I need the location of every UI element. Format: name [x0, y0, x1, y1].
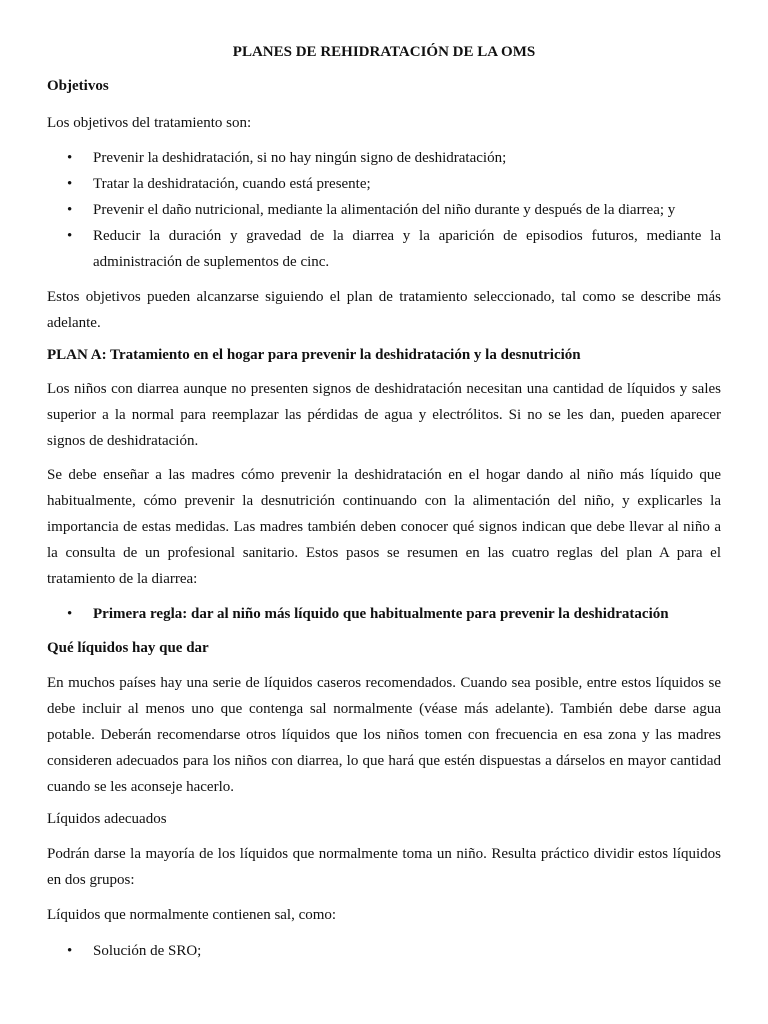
objective-bullet: [47, 223, 721, 275]
liquids-paragraph-1: En muchos países hay una serie de líquidos caseros recomendados. Cuando sea posible, entre estos líquidos se debe incluir al menos uno que contenga sal normalmente (véase más adelante). También debe darse agua potable. Deberán recomendarse otros líquidos que los niños tomen con frecuencia en esa zona y las madres consideren adecuados para los niños con diarrea, lo que hará que estén dispuestas a dárselos en mayor cantidad cuando se les aconseje hacerlo.: [47, 675, 721, 795]
rule-bullet: [47, 601, 721, 627]
bullet-icon: •: [67, 228, 73, 244]
bullet-icon: •: [67, 176, 73, 192]
salt-liquids-intro: Líquidos que normalmente contienen sal, como:: [47, 907, 337, 923]
liquids-paragraph-2: Podrán darse la mayoría de los líquidos que normalmente toma un niño. Resulta práctico dividir estos líquidos en dos grupos:: [47, 846, 721, 888]
objective-text: Prevenir el daño nutricional, mediante la alimentación del niño durante y después de la diarrea; y: [93, 202, 676, 218]
objective-text: Tratar la deshidratación, cuando está presente;: [93, 176, 371, 192]
plan-a-paragraph-2: Se debe enseñar a las madres cómo prevenir la deshidratación en el hogar dando al niño más líquido que habitualmente, cómo prevenir la desnutrición continuando con la alimentación del niño, y explicarles la importancia de estas medidas. Las madres también deben conocer qué signos indican que debe llevar al niño a la consulta de un profesional sanitario. Estos pasos se resumen en las cuatro reglas del plan A para el tratamiento de la diarrea:: [47, 467, 721, 587]
bullet-icon: •: [67, 606, 73, 622]
bullet-icon: •: [67, 943, 73, 959]
objectives-heading: Objetivos: [47, 78, 109, 94]
bullet-icon: •: [67, 150, 73, 166]
salt-liquid-text: Solución de SRO;: [93, 943, 202, 959]
document-title: PLANES DE REHIDRATACIÓN DE LA OMS: [232, 44, 536, 60]
objective-bullet: [47, 145, 721, 171]
bullet-icon: •: [67, 202, 73, 218]
plan-a-heading: PLAN A: Tratamiento en el hogar para prevenir la deshidratación y la desnutrición: [47, 347, 581, 363]
salt-liquid-bullet: [47, 938, 721, 964]
objective-bullet: [47, 171, 721, 197]
objective-text: Prevenir la deshidratación, si no hay ningún signo de deshidratación;: [93, 150, 507, 166]
objective-text: Reducir la duración y gravedad de la diarrea y la aparición de episodios futuros, mediante la administración de suplementos de cinc.: [93, 228, 721, 270]
plan-a-paragraph-1: Los niños con diarrea aunque no presenten signos de deshidratación necesitan una cantidad de líquidos y sales superior a la normal para reemplazar las pérdidas de agua y electrólitos. Si no se les dan, pueden aparecer signos de deshidratación.: [47, 381, 721, 449]
objectives-closing: Estos objetivos pueden alcanzarse siguiendo el plan de tratamiento seleccionado, tal como se describe más adelante.: [47, 289, 721, 331]
suitable-liquids-subheading: Líquidos adecuados: [47, 811, 167, 827]
rule-text: Primera regla: dar al niño más líquido que habitualmente para prevenir la deshidratación: [93, 606, 669, 622]
objective-bullet: [47, 197, 721, 223]
liquids-heading: Qué líquidos hay que dar: [47, 640, 209, 656]
objectives-intro: Los objetivos del tratamiento son:: [47, 115, 252, 131]
